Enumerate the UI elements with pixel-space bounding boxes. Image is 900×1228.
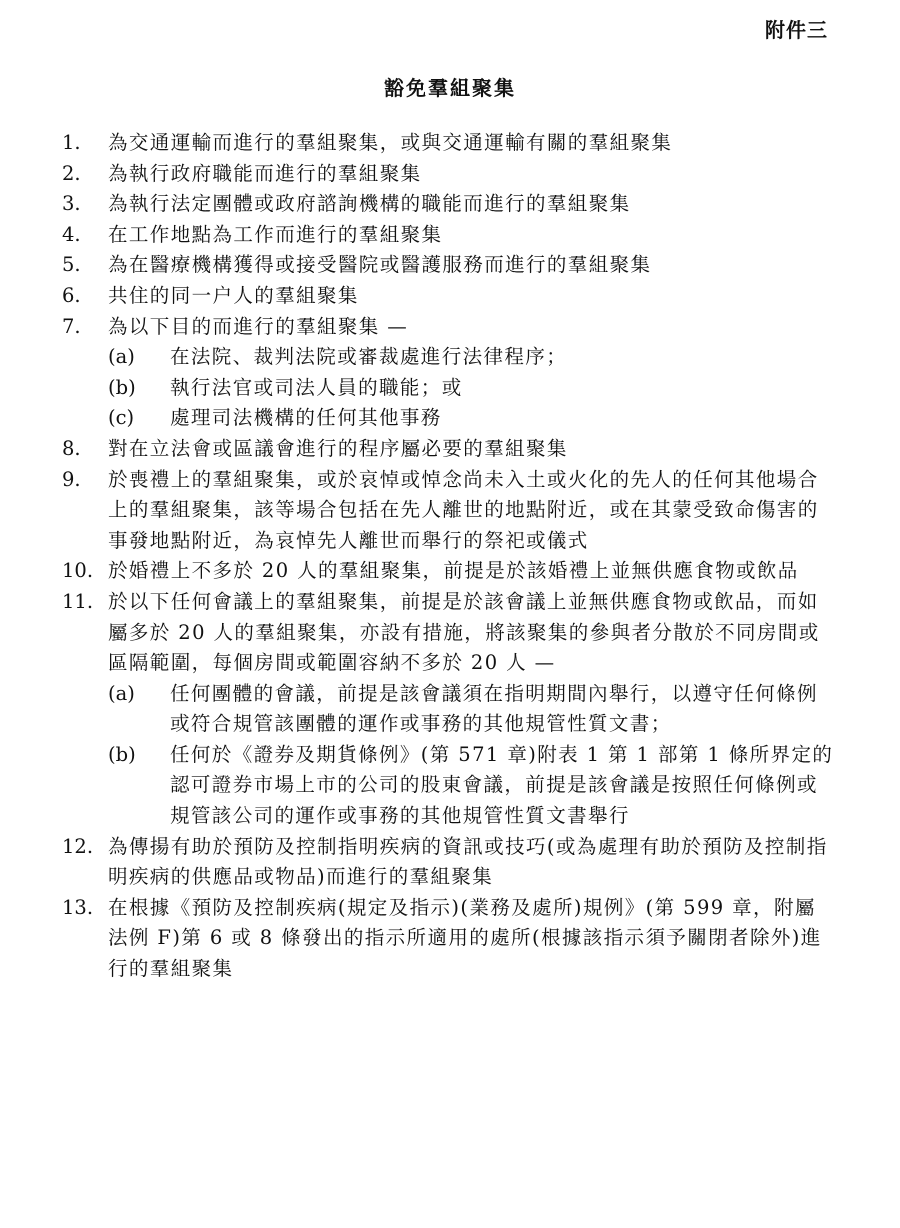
- list-item: [62, 893, 834, 985]
- list-item: [62, 587, 834, 679]
- list-item: [62, 465, 834, 557]
- sub-item-text: 處理司法機構的任何其他事務: [170, 406, 442, 430]
- sub-item: [108, 679, 834, 740]
- item-number: 11.: [62, 589, 94, 613]
- item-text: 在工作地點為工作而進行的羣組聚集: [108, 222, 443, 246]
- list-item: [62, 159, 834, 190]
- item-number: 4.: [62, 222, 81, 246]
- item-text: 對在立法會或區議會進行的程序屬必要的羣組聚集: [108, 436, 568, 460]
- list-item: [62, 556, 834, 587]
- sub-item-label: (a): [108, 345, 135, 369]
- item-text: 在根據《預防及控制疾病(規定及指示)(業務及處所)規例》(第 599 章，附屬法例 F)第 6 或 8 條發出的指示所適用的處所(根據該指示須予關閉者除外)進行的羣組聚集: [108, 895, 822, 981]
- sub-item-text: 任何於《證券及期貨條例》(第 571 章)附表 1 第 1 部第 1 條所界定的認可證券市場上市的公司的股東會議，前提是該會議是按照任何條例或規管該公司的運作或事務的其他規管性質文書舉行: [170, 742, 834, 828]
- list-item: [62, 189, 834, 220]
- item-number: 3.: [62, 192, 81, 216]
- item-text: 於婚禮上不多於 20 人的羣組聚集，前提是於該婚禮上並無供應食物或飲品: [108, 559, 799, 583]
- item-text: 於喪禮上的羣組聚集，或於哀悼或悼念尚未入土或火化的先人的任何其他場合上的羣組聚集，該等場合包括在先人離世的地點附近，或在其蒙受致命傷害的事發地點附近，為哀悼先人離世而舉行的祭祀或儀式: [108, 467, 819, 552]
- list-item: [62, 434, 834, 465]
- item-number: 8.: [62, 436, 81, 460]
- sub-item: [108, 373, 834, 404]
- list-item: [62, 832, 834, 893]
- item-number: 5.: [62, 253, 81, 277]
- sub-item: [108, 342, 834, 373]
- item-number: 6.: [62, 283, 81, 307]
- sub-item-label: (b): [108, 375, 136, 399]
- item-number: 9.: [62, 467, 81, 491]
- item-text: 為傳揚有助於預防及控制指明疾病的資訊或技巧(或為處理有助於預防及控制指明疾病的供應品或物品)而進行的羣組聚集: [108, 834, 828, 889]
- item-text: 為執行政府職能而進行的羣組聚集: [108, 161, 422, 185]
- item-text: 共住的同一户人的羣組聚集: [108, 283, 359, 307]
- sub-item-label: (b): [108, 742, 136, 766]
- item-text: 於以下任何會議上的羣組聚集，前提是於該會議上並無供應食物或飲品，而如屬多於 20 人的羣組聚集，亦設有措施，將該聚集的參與者分散於不同房間或區隔範圍，每個房間或範圍容納不多於 20 人 —: [108, 589, 820, 675]
- item-text: 為在醫療機構獲得或接受醫院或醫護服務而進行的羣組聚集: [108, 253, 652, 277]
- exemption-list: [62, 128, 834, 985]
- item-number: 1.: [62, 131, 81, 154]
- item-text: 為以下目的而進行的羣組聚集 —: [108, 314, 409, 338]
- sub-item-label: (a): [108, 681, 135, 705]
- item-number: 12.: [62, 834, 94, 858]
- sub-item-label: (c): [108, 406, 135, 430]
- sub-item-text: 執行法官或司法人員的職能；或: [170, 375, 463, 399]
- page-title: 豁免羣組聚集: [384, 76, 516, 100]
- sub-item-text: 任何團體的會議，前提是該會議須在指明期間內舉行，以遵守任何條例或符合規管該團體的運作或事務的其他規管性質文書；: [170, 681, 818, 736]
- item-text: 為交通運輸而進行的羣組聚集，或與交通運輸有關的羣組聚集: [108, 131, 673, 154]
- item-number: 7.: [62, 314, 81, 338]
- list-item: [62, 312, 834, 343]
- list-item: [62, 220, 834, 251]
- item-text: 為執行法定團體或政府諮詢機構的職能而進行的羣組聚集: [108, 192, 631, 216]
- item-number: 10.: [62, 559, 94, 583]
- list-item: [62, 281, 834, 312]
- list-item: [62, 128, 834, 159]
- sub-item: [108, 403, 834, 434]
- item-number: 13.: [62, 895, 94, 919]
- list-item: [62, 250, 834, 281]
- annex-label: 附件三: [765, 18, 828, 42]
- sub-item-text: 在法院、裁判法院或審裁處進行法律程序；: [170, 345, 568, 369]
- item-number: 2.: [62, 161, 81, 185]
- sub-item: [108, 740, 834, 832]
